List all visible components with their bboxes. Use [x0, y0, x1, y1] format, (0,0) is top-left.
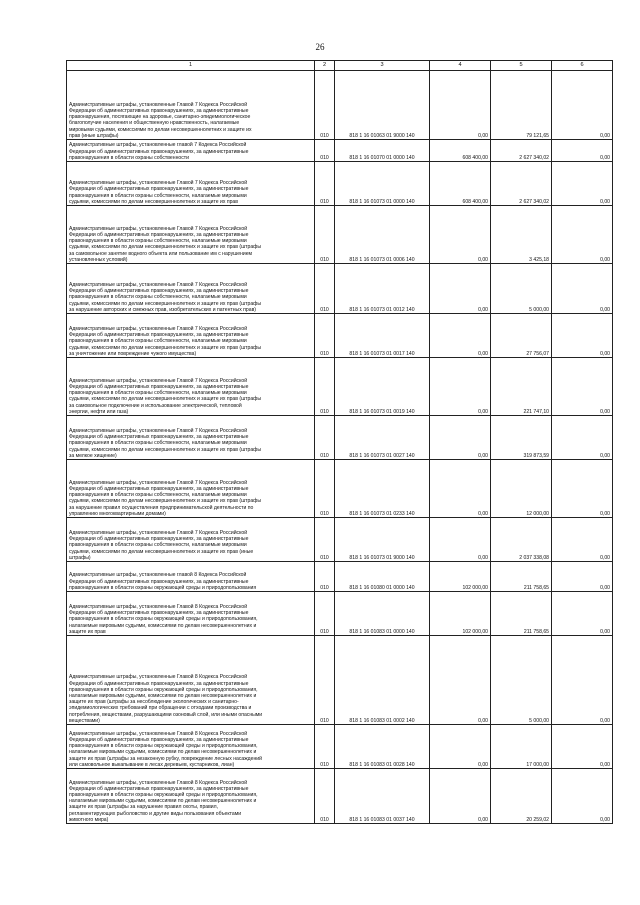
- row-code: 010: [315, 416, 335, 460]
- row-unexecuted-amount: 0,00: [552, 562, 613, 592]
- row-budget-code: 818 1 16 01083 01 0000 140: [335, 592, 430, 636]
- row-code: 010: [315, 162, 335, 206]
- table-row: [67, 206, 613, 264]
- row-executed-amount: 5 000,00: [491, 264, 552, 314]
- row-budget-code: 818 1 16 01083 01 0002 140: [335, 636, 430, 725]
- row-executed-amount: 319 873,59: [491, 416, 552, 460]
- row-unexecuted-amount: 0,00: [552, 725, 613, 769]
- table-row: [67, 264, 613, 314]
- row-unexecuted-amount: 0,00: [552, 636, 613, 725]
- row-plan-amount: 608 400,00: [430, 140, 491, 162]
- row-executed-amount: 20 259,02: [491, 769, 552, 824]
- row-unexecuted-amount: 0,00: [552, 206, 613, 264]
- row-executed-amount: 12 000,00: [491, 460, 552, 518]
- row-code: 010: [315, 206, 335, 264]
- row-budget-code: 818 1 16 01073 01 0019 140: [335, 358, 430, 416]
- row-code: 010: [315, 592, 335, 636]
- row-budget-code: 818 1 16 01073 01 0000 140: [335, 162, 430, 206]
- row-description: Административные штрафы, установленные Главой 8 Кодекса Российской Федерации об административных правонарушениях, за административные правонарушения в области охраны окружающей среды и природопользования, налагаемые мировыми судьями, комиссиями по делам несовершеннолетних и защите их прав (штрафы за нарушение правил охоты, правил, регламентирующих рыболовство и другие виды пользования объектами животного мира): [67, 769, 315, 824]
- row-budget-code: 818 1 16 01073 01 0012 140: [335, 264, 430, 314]
- row-budget-code: 818 1 16 01073 01 0006 140: [335, 206, 430, 264]
- row-code: 010: [315, 71, 335, 140]
- row-plan-amount: 0,00: [430, 636, 491, 725]
- row-unexecuted-amount: 0,00: [552, 518, 613, 562]
- row-description: Административные штрафы, установленные Главой 7 Кодекса Российской Федерации об административных правонарушениях, за административные правонарушения в области охраны собственности, налагаемые мировыми судьями, комиссиями по делам несовершеннолетних и защите их прав (штрафы за нарушение правил осуществления предпринимательской деятельности по управлению многоквартирными домами): [67, 460, 315, 518]
- row-plan-amount: 0,00: [430, 725, 491, 769]
- table-row: [67, 769, 613, 824]
- row-code: 010: [315, 140, 335, 162]
- table-row: [67, 71, 613, 140]
- table-row: [67, 562, 613, 592]
- row-description: Административные штрафы, установленные главой 8 Кодекса Российской Федерации об административных правонарушениях, за административные правонарушения в области охраны окружающей среды и природопользования: [67, 562, 315, 592]
- row-executed-amount: 211 758,65: [491, 562, 552, 592]
- row-executed-amount: 79 121,65: [491, 71, 552, 140]
- row-executed-amount: 17 000,00: [491, 725, 552, 769]
- column-header: 1: [67, 61, 315, 71]
- column-header-row: [67, 61, 613, 71]
- row-plan-amount: 0,00: [430, 416, 491, 460]
- table-row: [67, 636, 613, 725]
- row-unexecuted-amount: 0,00: [552, 314, 613, 358]
- table-row: [67, 518, 613, 562]
- row-plan-amount: 0,00: [430, 264, 491, 314]
- row-budget-code: 818 1 16 01073 01 0027 140: [335, 416, 430, 460]
- row-plan-amount: 0,00: [430, 358, 491, 416]
- row-description: Административные штрафы, установленные Главой 7 Кодекса Российской Федерации об административных правонарушениях, за административные правонарушения в области охраны собственности, налагаемые мировыми судьями, комиссиями по делам несовершеннолетних и защите их прав (иные штрафы): [67, 518, 315, 562]
- row-unexecuted-amount: 0,00: [552, 264, 613, 314]
- column-header: 5: [491, 61, 552, 71]
- row-description: Административные штрафы, установленные Главой 8 Кодекса Российской Федерации об административных правонарушениях, за административные правонарушения в области охраны окружающей среды и природопользования, налагаемые мировыми судьями, комиссиями по делам несовершеннолетних и защите их прав (штрафы за несоблюдение экологических и санитарно- эпидемиологических требований при обращении с отходами производства и потребления, веществами, разрушающими озоновый слой, или иными опасными веществами): [67, 636, 315, 725]
- row-description: Административные штрафы, установленные Главой 8 Кодекса Российской Федерации об административных правонарушениях, за административные правонарушения в области охраны окружающей среды и природопользования, налагаемые мировыми судьями, комиссиями по делам несовершеннолетних и защите их прав: [67, 592, 315, 636]
- row-code: 010: [315, 725, 335, 769]
- row-plan-amount: 102 000,00: [430, 562, 491, 592]
- table-row: [67, 358, 613, 416]
- table-body: [67, 71, 613, 824]
- row-description: Административные штрафы, установленные Главой 7 Кодекса Российской Федерации об административных правонарушениях, за административные правонарушения в области охраны собственности, налагаемые мировыми судьями, комиссиями по делам несовершеннолетних и защите их прав (штрафы за нарушение авторских и смежных прав, изобретательских и патентных прав): [67, 264, 315, 314]
- row-plan-amount: 0,00: [430, 769, 491, 824]
- table-row: [67, 460, 613, 518]
- table-row: [67, 140, 613, 162]
- row-code: 010: [315, 562, 335, 592]
- row-plan-amount: 608 400,00: [430, 162, 491, 206]
- row-code: 010: [315, 314, 335, 358]
- row-budget-code: 818 1 16 01063 01 9000 140: [335, 71, 430, 140]
- row-unexecuted-amount: 0,00: [552, 140, 613, 162]
- column-header: 6: [552, 61, 613, 71]
- row-description: Административные штрафы, установленные Главой 8 Кодекса Российской Федерации об административных правонарушениях, за административные правонарушения в области охраны окружающей среды и природопользования, налагаемые мировыми судьями, комиссиями по делам несовершеннолетних и защите их прав (штрафы за незаконную рубку, повреждение лесных насаждений или самовольное выкапывание в лесах деревьев, кустарников, лиан): [67, 725, 315, 769]
- row-budget-code: 818 1 16 01070 01 0000 140: [335, 140, 430, 162]
- row-description: Административные штрафы, установленные Главой 7 Кодекса Российской Федерации об административных правонарушениях, за административные правонарушения в области охраны собственности, налагаемые мировыми судьями, комиссиями по делам несовершеннолетних и защите их прав (штрафы за уничтожение или повреждение чужого имущества): [67, 314, 315, 358]
- row-plan-amount: 0,00: [430, 314, 491, 358]
- row-budget-code: 818 1 16 01073 01 0017 140: [335, 314, 430, 358]
- row-unexecuted-amount: 0,00: [552, 162, 613, 206]
- row-description: Административные штрафы, установленные Главой 7 Кодекса Российской Федерации об административных правонарушениях, за административные правонарушения, посягающие на здоровье, санитарно-эпидемиологическое благополучие населения и общественную нравственность, налагаемые мировыми судьями, комиссиями по делам несовершеннолетних и защите их прав (иные штрафы): [67, 71, 315, 140]
- column-header: 3: [335, 61, 430, 71]
- row-code: 010: [315, 636, 335, 725]
- row-executed-amount: 211 758,65: [491, 592, 552, 636]
- table-row: [67, 162, 613, 206]
- table-row: [67, 314, 613, 358]
- row-code: 010: [315, 264, 335, 314]
- row-description: Административные штрафы, установленные Главой 7 Кодекса Российской Федерации об административных правонарушениях, за административные правонарушения в области охраны собственности, налагаемые мировыми судьями, комиссиями по делам несовершеннолетних и защите их прав: [67, 162, 315, 206]
- row-executed-amount: 221 747,10: [491, 358, 552, 416]
- column-header: 2: [315, 61, 335, 71]
- table-row: [67, 725, 613, 769]
- row-budget-code: 818 1 16 01083 01 0028 140: [335, 725, 430, 769]
- row-code: 010: [315, 769, 335, 824]
- revenue-table: [66, 60, 613, 824]
- row-code: 010: [315, 358, 335, 416]
- row-unexecuted-amount: 0,00: [552, 460, 613, 518]
- row-description: Административные штрафы, установленные Главой 7 Кодекса Российской Федерации об административных правонарушениях, за административные правонарушения в области охраны собственности, налагаемые мировыми судьями, комиссиями по делам несовершеннолетних и защите их прав (штрафы за мелкое хищение): [67, 416, 315, 460]
- row-executed-amount: 2 627 340,02: [491, 162, 552, 206]
- row-executed-amount: 5 000,00: [491, 636, 552, 725]
- row-plan-amount: 0,00: [430, 206, 491, 264]
- row-executed-amount: 2 037 338,08: [491, 518, 552, 562]
- row-code: 010: [315, 460, 335, 518]
- row-plan-amount: 0,00: [430, 460, 491, 518]
- page-number: 26: [315, 42, 325, 52]
- row-unexecuted-amount: 0,00: [552, 71, 613, 140]
- row-budget-code: 818 1 16 01073 01 9000 140: [335, 518, 430, 562]
- row-description: Административные штрафы, установленные Главой 7 Кодекса Российской Федерации об административных правонарушениях, за административные правонарушения в области охраны собственности, налагаемые мировыми судьями, комиссиями по делам несовершеннолетних и защите их прав (штрафы за самовольное подключение и использование электрической, тепловой энергии, нефти или газа): [67, 358, 315, 416]
- row-description: Административные штрафы, установленные Главой 7 Кодекса Российской Федерации об административных правонарушениях, за административные правонарушения в области охраны собственности, налагаемые мировыми судьями, комиссиями по делам несовершеннолетних и защите их прав (штрафы за самовольное занятие водного объекта или пользование им с нарушением установленных условий): [67, 206, 315, 264]
- row-budget-code: 818 1 16 01083 01 0037 140: [335, 769, 430, 824]
- row-code: 010: [315, 518, 335, 562]
- row-unexecuted-amount: 0,00: [552, 416, 613, 460]
- row-budget-code: 818 1 16 01073 01 0233 140: [335, 460, 430, 518]
- row-executed-amount: 3 425,18: [491, 206, 552, 264]
- row-unexecuted-amount: 0,00: [552, 358, 613, 416]
- column-header: 4: [430, 61, 491, 71]
- row-plan-amount: 0,00: [430, 71, 491, 140]
- table-row: [67, 416, 613, 460]
- row-unexecuted-amount: 0,00: [552, 592, 613, 636]
- row-executed-amount: 27 756,07: [491, 314, 552, 358]
- row-budget-code: 818 1 16 01080 01 0000 140: [335, 562, 430, 592]
- row-plan-amount: 102 000,00: [430, 592, 491, 636]
- row-description: Административные штрафы, установленные главой 7 Кодекса Российской Федерации об административных правонарушениях, за административные правонарушения в области охраны собственности: [67, 140, 315, 162]
- table-row: [67, 592, 613, 636]
- row-plan-amount: 0,00: [430, 518, 491, 562]
- row-unexecuted-amount: 0,00: [552, 769, 613, 824]
- row-executed-amount: 2 627 340,02: [491, 140, 552, 162]
